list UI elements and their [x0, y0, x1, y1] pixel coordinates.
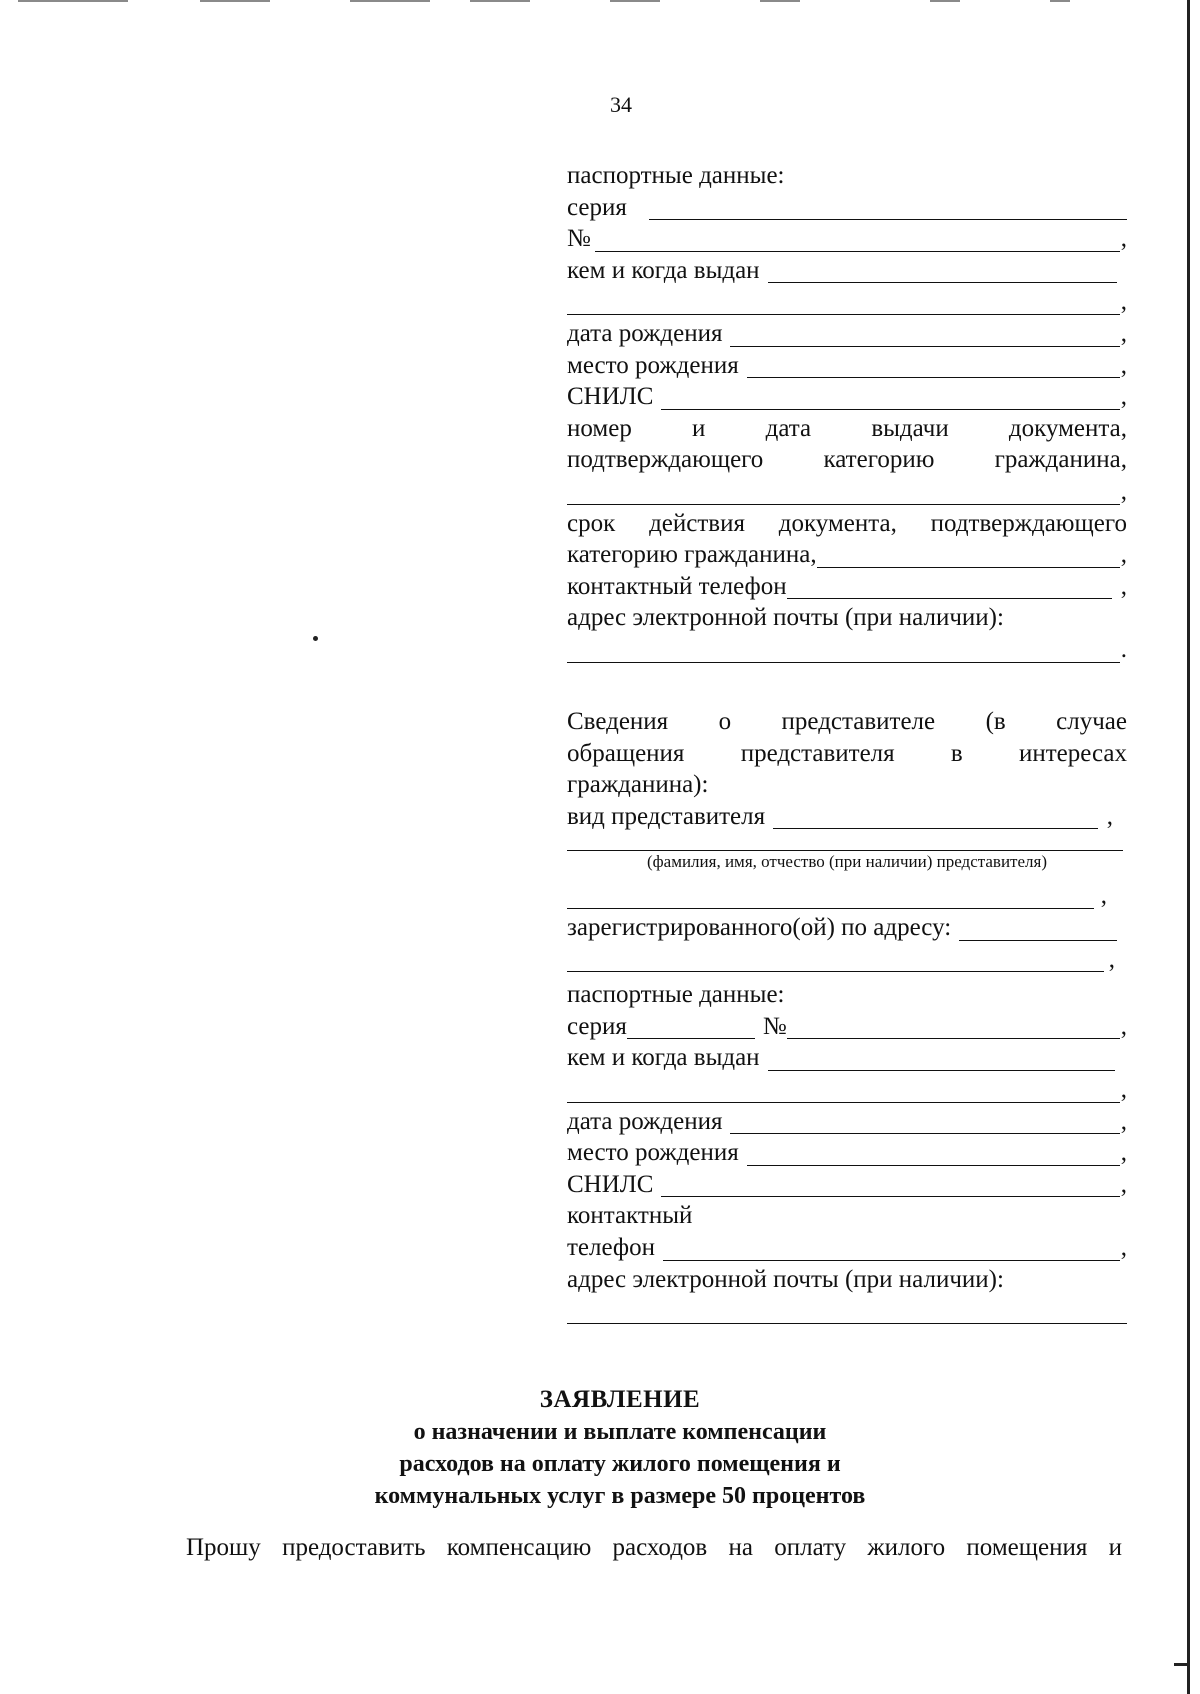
applicant-doc-number-row: , [567, 476, 1127, 508]
applicant-email-field[interactable] [567, 640, 1120, 663]
applicant-snils-label: СНИЛС [567, 383, 654, 411]
representative-series-field[interactable] [627, 1016, 755, 1039]
applicant-phone-row: контактный телефон , [567, 571, 1127, 603]
statement-subtitle-2: расходов на оплату жилого помещения и [399, 1451, 841, 1477]
representative-name-field-2[interactable] [567, 886, 1094, 909]
representative-birth-place-label: место рождения [567, 1139, 739, 1167]
scan-edge-mark [1174, 1663, 1188, 1666]
representative-snils-row: СНИЛС , [567, 1169, 1127, 1201]
applicant-validity-line-1: срок действия документа, подтверждающего [567, 509, 1127, 537]
representative-phone-field[interactable] [663, 1238, 1120, 1261]
representative-type-field[interactable] [773, 806, 1098, 829]
representative-type-label: вид представителя [567, 802, 766, 830]
applicant-number-label: № [567, 225, 591, 253]
representative-name-caption: (фамилия, имя, отчество (при наличии) представителя) [646, 852, 1047, 872]
applicant-validity-field[interactable] [817, 545, 1120, 568]
applicant-birth-date-row: дата рождения , [567, 318, 1127, 350]
representative-email-label: адрес электронной почты (при наличии): [567, 1265, 1004, 1293]
applicant-birth-place-label: место рождения [567, 351, 739, 379]
applicant-doc-number-line-2: подтверждающего категорию гражданина, [567, 446, 1127, 474]
representative-address-field[interactable] [959, 918, 1117, 941]
applicant-series-row [567, 192, 1127, 224]
applicant-email-row: . [567, 634, 1127, 666]
representative-birth-place-row: место рождения , [567, 1137, 1127, 1169]
representative-address-row [567, 912, 1127, 944]
representative-issued-row [567, 1042, 1127, 1074]
applicant-birth-date-field[interactable] [730, 324, 1119, 347]
applicant-doc-number-line-1: номер и дата выдачи документа, [567, 414, 1127, 442]
applicant-number-field[interactable] [595, 229, 1120, 252]
representative-number-field[interactable] [787, 1016, 1120, 1039]
statement-body: Прошу предоставить компенсацию расходов на оплату жилого помещения и [186, 1534, 1122, 1561]
applicant-phone-label: контактный телефон [567, 572, 787, 600]
representative-phone-label-1: контактный [567, 1202, 693, 1230]
applicant-issued-row-2: , [567, 286, 1127, 318]
applicant-issued-field[interactable] [768, 260, 1117, 283]
representative-number-label: № [762, 1012, 787, 1040]
representative-passport-heading: паспортные данные: [567, 981, 785, 1009]
statement-title: ЗАЯВЛЕНИЕ [539, 1386, 701, 1413]
representative-address-row-2: , [567, 944, 1127, 976]
representative-birth-date-label: дата рождения [567, 1107, 723, 1135]
representative-issued-row-2: , [567, 1074, 1127, 1106]
representative-email-field[interactable] [567, 1301, 1127, 1324]
scan-artifact-top [0, 0, 1200, 6]
representative-phone-label-2: телефон [567, 1233, 655, 1261]
representative-birth-date-field[interactable] [730, 1111, 1119, 1134]
representative-issued-field[interactable] [768, 1048, 1115, 1071]
applicant-issued-field-2[interactable] [567, 292, 1120, 315]
representative-birth-date-row: дата рождения , [567, 1106, 1127, 1138]
representative-phone-label-row [567, 1200, 1127, 1232]
applicant-block [567, 160, 1127, 666]
representative-block [567, 706, 1127, 1327]
applicant-birth-place-field[interactable] [747, 355, 1120, 378]
applicant-birth-date-label: дата рождения [567, 319, 723, 347]
statement-subtitle-3: коммунальных услуг в размере 50 процентов [374, 1483, 866, 1509]
representative-snils-label: СНИЛС [567, 1170, 654, 1198]
representative-heading-line-3: гражданина): [567, 771, 709, 799]
applicant-validity-row: категорию гражданина, , [567, 539, 1127, 571]
applicant-issued-row [567, 255, 1127, 287]
applicant-series-field[interactable] [649, 197, 1127, 220]
representative-issued-label: кем и когда выдан [567, 1044, 760, 1072]
representative-type-row: вид представителя , [567, 801, 1127, 833]
applicant-number-row: № , [567, 223, 1127, 255]
representative-heading-line-2: обращения представителя в интересах [567, 739, 1127, 767]
applicant-validity-label: категорию гражданина, [567, 541, 817, 569]
representative-heading-line-1: Сведения о представителе (в случае [567, 708, 1127, 735]
applicant-series-label: серия [567, 193, 627, 221]
applicant-email-label: адрес электронной почты (при наличии): [567, 604, 1004, 632]
page-number: 34 [610, 92, 632, 117]
representative-series-number-row: серия № , [567, 1011, 1127, 1043]
applicant-passport-heading: паспортные данные: [567, 162, 785, 189]
representative-series-label: серия [567, 1012, 627, 1040]
scan-speck [313, 636, 318, 641]
applicant-snils-row: СНИЛС , [567, 381, 1127, 413]
applicant-doc-number-field[interactable] [567, 482, 1120, 505]
applicant-phone-field[interactable] [787, 576, 1112, 599]
representative-name-caption-row [567, 851, 1127, 880]
representative-phone-row: телефон , [567, 1232, 1127, 1264]
representative-issued-field-2[interactable] [567, 1080, 1120, 1103]
representative-address-field-2[interactable] [567, 949, 1104, 972]
representative-address-label: зарегистрированного(ой) по адресу: [567, 913, 952, 941]
representative-snils-field[interactable] [661, 1174, 1119, 1197]
applicant-snils-field[interactable] [661, 387, 1119, 410]
representative-email-label-row [567, 1264, 1127, 1296]
representative-birth-place-field[interactable] [747, 1143, 1120, 1166]
applicant-email-label-row [567, 602, 1127, 634]
statement-title-block [0, 1383, 1200, 1512]
representative-email-row [567, 1295, 1127, 1327]
statement-subtitle-1: о назначении и выплате компенсации [413, 1419, 827, 1445]
applicant-birth-place-row: место рождения , [567, 350, 1127, 382]
representative-name-row-2: , [567, 880, 1127, 912]
applicant-issued-label: кем и когда выдан [567, 256, 760, 284]
